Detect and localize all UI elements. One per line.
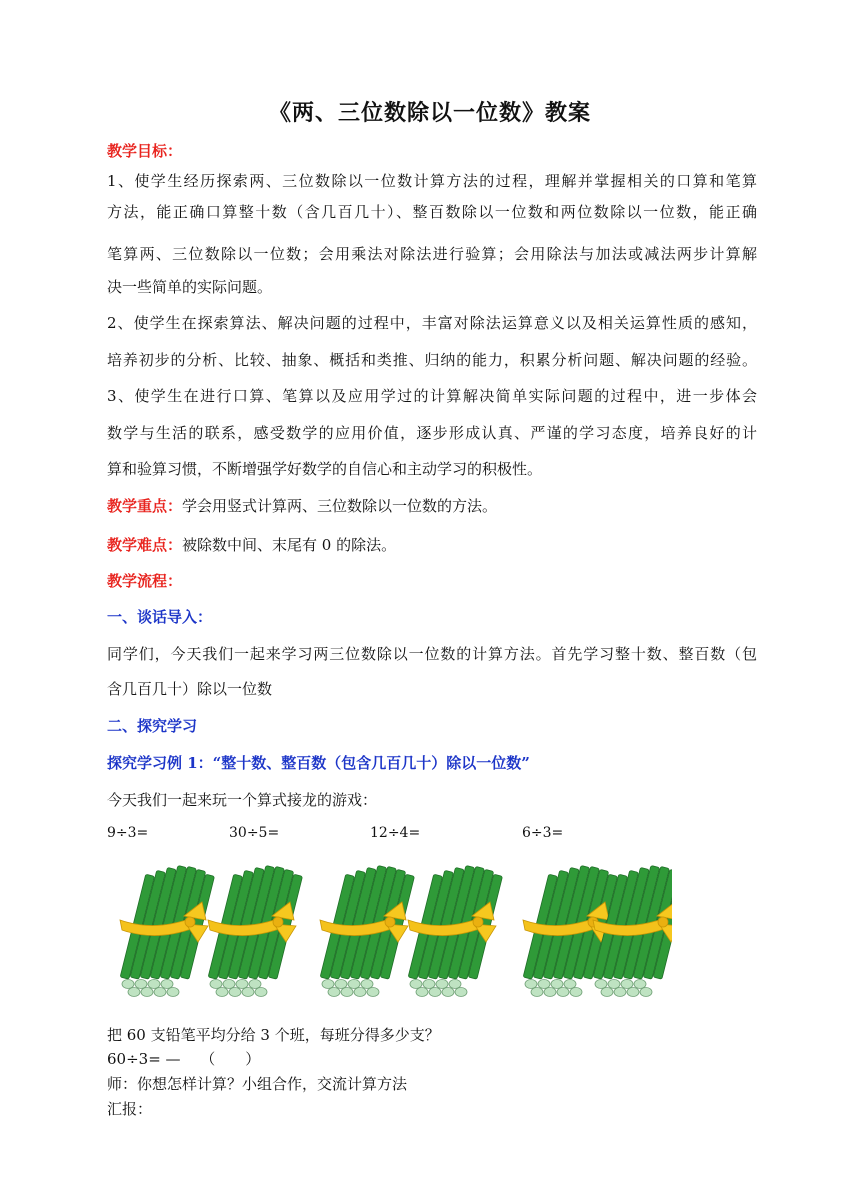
equation-2: 30÷5= — [229, 825, 280, 841]
goals-heading: 教学目标： — [107, 142, 183, 160]
equation-1: 9÷3= — [107, 825, 149, 841]
answer-line: 60÷3= — （ ） — [107, 1050, 261, 1068]
key-point-text: 学会用竖式计算两、三位数除以一位数的方法。 — [182, 497, 498, 515]
report-line: 汇报： — [107, 1100, 153, 1118]
teacher-line: 师：你想怎样计算？小组合作，交流计算方法 — [107, 1075, 408, 1093]
key-point — [107, 495, 757, 517]
goal2-line1: 2、使学生在探索算法、解决问题的过程中，丰富对除法运算意义以及相关运算性质的感知， — [107, 314, 757, 332]
section2-heading: 二、探究学习 — [107, 717, 198, 735]
difficult-point-label: 教学难点： — [107, 536, 183, 554]
goal3-line2: 数学与生活的联系，感受数学的应用价值，逐步形成认真、严谨的学习态度，培养良好的计 — [107, 424, 757, 442]
goal3-line3: 算和验算习惯，不断增强学好数学的自信心和主动学习的积极性。 — [107, 460, 543, 478]
goal2-line2: 培养初步的分析、比较、抽象、概括和类推、归纳的能力，积累分析问题、解决问题的经验。 — [107, 351, 757, 369]
word-problem: 把 60 支铅笔平均分给 3 个班，每班分得多少支？ — [107, 1026, 440, 1044]
section1-line2: 含几百几十）除以一位数 — [107, 680, 273, 698]
difficult-point-text: 被除数中间、末尾有 0 的除法。 — [182, 536, 397, 554]
difficult-point — [107, 534, 757, 556]
goal1-line4: 决一些简单的实际问题。 — [107, 278, 273, 296]
example1-heading: 探究学习例 1：“整十数、整百数（包含几百几十）除以一位数” — [107, 754, 530, 772]
section1-heading: 一、谈话导入： — [107, 608, 213, 626]
equation-3: 12÷4= — [370, 825, 421, 841]
goal1-line3: 笔算两、三位数除以一位数；会用乘法对除法进行验算；会用除法与加法或减法两步计算解 — [107, 245, 757, 263]
section1-line1: 同学们，今天我们一起来学习两三位数除以一位数的计算方法。首先学习整十数、整百数（包 — [107, 645, 757, 663]
goal1-line2: 方法，能正确口算整十数（含几百几十）、整百数除以一位数和两位数除以一位数，能正确 — [107, 203, 757, 221]
flow-heading: 教学流程： — [107, 572, 183, 590]
pencil-bundles-illustration — [112, 858, 672, 1004]
goal1-line1: 1、使学生经历探索两、三位数除以一位数计算方法的过程，理解并掌握相关的口算和笔算 — [107, 172, 757, 190]
equation-4: 6÷3= — [522, 825, 564, 841]
goal3-line1: 3、使学生在进行口算、笔算以及应用学过的计算解决简单实际问题的过程中，进一步体会 — [107, 387, 757, 405]
key-point-label: 教学重点： — [107, 497, 183, 515]
document-title: 《两、三位数除以一位数》教案 — [268, 100, 591, 126]
game-intro: 今天我们一起来玩一个算式接龙的游戏： — [107, 791, 378, 809]
